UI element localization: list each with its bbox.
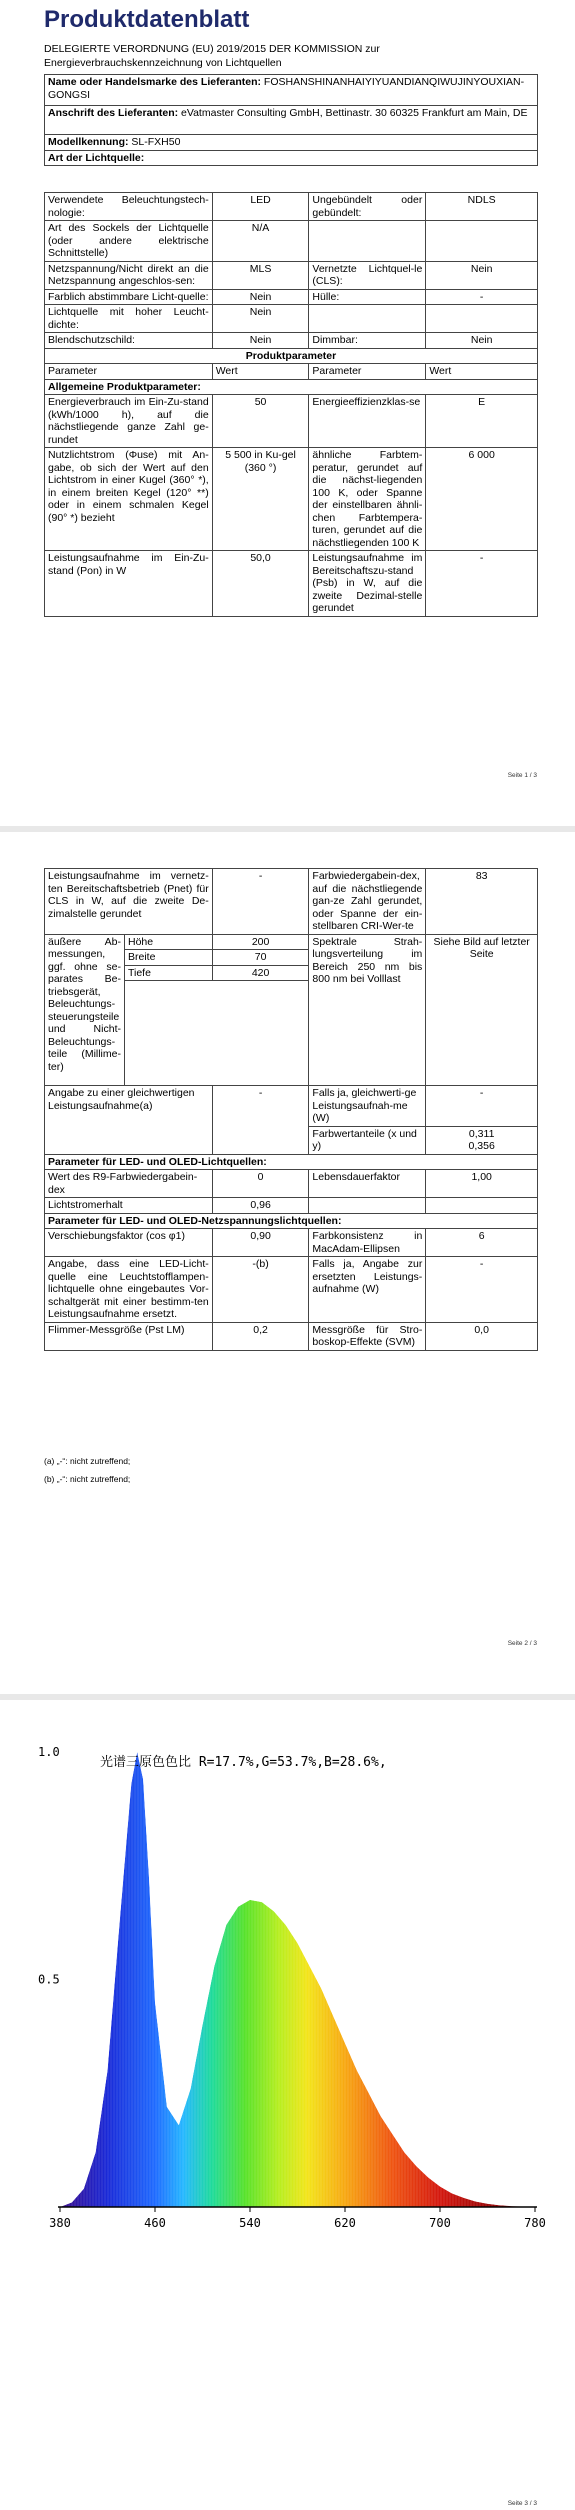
table-row — [45, 333, 538, 349]
cell: Art des Sockels der Lichtquelle (oder andere elektrische Schnittstelle) — [45, 221, 213, 262]
chart-title: 光谱三原色色比 R=17.7%,G=53.7%,B=28.6%, — [100, 1755, 387, 1770]
table-row — [45, 221, 538, 262]
cell: Höhe — [124, 934, 212, 950]
table-row — [45, 448, 538, 551]
cell: Energieeffizienzklas-se — [309, 395, 426, 448]
cell: 5 500 in Ku-gel (360 °) — [212, 448, 309, 551]
cell: - — [426, 1257, 538, 1323]
cell: Leistungsaufnahme im vernetz-ten Bereitschaftsbetrieb (Pnet) für CLS in W, auf die zweite De-zimalstelle gerundet — [45, 869, 213, 935]
supplier-address-label: Anschrift des Lieferanten: — [48, 107, 179, 119]
x-tick-label: 780 — [524, 2216, 546, 2230]
document-title: Produktdatenblatt — [44, 6, 250, 33]
cell — [309, 305, 426, 333]
table-row — [45, 869, 538, 935]
cell — [124, 981, 308, 1086]
cell: MLS — [212, 261, 309, 289]
table-row — [45, 1322, 538, 1350]
footnote-b: (b) „-“: nicht zutreffend; — [44, 1474, 131, 1484]
cell: Leistungsaufnahme im Bereitschaftszu-stand (Psb) in W, auf die zweite Dezimal-stelle gerundet — [309, 551, 426, 617]
cell: Energieverbrauch im Ein-Zu-stand (kWh/1000 h), auf die nächstliegende ganze Zahl ge-rundet — [45, 395, 213, 448]
cell: - — [212, 1086, 309, 1155]
cell: ähnliche Farbtem-peratur, gerundet auf die nächst-liegenden 100 K, oder Spanne der einstellbaren ähnli-chen Farbtempera-turen, gerundet auf die nächstliegenden 100 K — [309, 448, 426, 551]
cell: - — [426, 289, 538, 305]
params-table-continued — [44, 868, 538, 1351]
cell — [426, 1126, 538, 1154]
cell: Falls ja, gleichwerti-ge Leistungsaufnah-me (W) — [309, 1086, 426, 1127]
table-row — [45, 551, 538, 617]
cell: Farbwertanteile (x und y) — [309, 1126, 426, 1154]
x-tick-label: 380 — [49, 2216, 71, 2230]
table-row — [45, 289, 538, 305]
cell: Breite — [124, 950, 212, 966]
general-params-header: Allgemeine Produktparameter: — [45, 379, 538, 395]
x-tick-label: 460 — [144, 2216, 166, 2230]
page-number: Seite 3 / 3 — [507, 2500, 537, 2507]
cell: 50 — [212, 395, 309, 448]
y-tick-label: 0.5 — [38, 1972, 60, 1987]
table-header-row — [45, 364, 538, 380]
cell: 50,0 — [212, 551, 309, 617]
regulation-subtitle: DELEGIERTE VERORDNUNG (EU) 2019/2015 DER KOMMISSION zur Energieverbrauchskennzeichnung von Lichtquellen — [44, 43, 380, 69]
cell: N/A — [212, 221, 309, 262]
cell — [309, 1198, 426, 1214]
cell: 200 — [212, 934, 309, 950]
x-tick-label: 700 — [429, 2216, 451, 2230]
cell: -(b) — [212, 1257, 309, 1323]
table-row — [45, 305, 538, 333]
spectrum-chart — [0, 1700, 575, 2230]
column-header: Parameter — [45, 364, 213, 380]
table-row — [45, 1257, 538, 1323]
dimensions-label: äußere Ab-messungen, ggf. ohne se-parates Be-triebsgerät, Beleuchtungs-steuerungsteile und Nicht-Beleuchtungs-teile (Millime-ter) — [45, 934, 125, 1086]
cell: 0,96 — [212, 1198, 309, 1214]
cell: 6 000 — [426, 448, 538, 551]
cell: Messgröße für Stro-boskop-Effekte (SVM) — [309, 1322, 426, 1350]
table-row — [45, 261, 538, 289]
cell-value: 0,356 — [468, 1140, 495, 1152]
model-id: SL-FXH50 — [131, 136, 181, 148]
datasheet-page-1 — [0, 0, 575, 826]
cell: E — [426, 395, 538, 448]
cell — [426, 305, 538, 333]
cell: Vernetzte Lichtquel-le (CLS): — [309, 261, 426, 289]
supplier-name: FOSHANSHINANHAIYIYUANDIANQIWUJINYOUXIAN-GONGSI — [48, 76, 525, 101]
column-header: Parameter — [309, 364, 426, 380]
cell — [426, 1198, 538, 1214]
cell: Dimmbar: — [309, 333, 426, 349]
cell: Netzspannung/Nicht direkt an die Netzspannung angeschlos-sen: — [45, 261, 213, 289]
cell: Verwendete Beleuchtungstech-nologie: — [45, 193, 213, 221]
cell: NDLS — [426, 193, 538, 221]
cell: Lebensdauerfaktor — [309, 1170, 426, 1198]
cell: 0,0 — [426, 1322, 538, 1350]
column-header: Wert — [212, 364, 309, 380]
page-number: Seite 1 / 3 — [507, 772, 537, 779]
cell: Lichtquelle mit hoher Leucht-dichte: — [45, 305, 213, 333]
cell: - — [426, 1086, 538, 1127]
supplier-name-label: Name oder Handelsmarke des Lieferanten: — [48, 76, 261, 88]
cell: Nutzlichtstrom (Φuse) mit An-gabe, ob sich der Wert auf den Lichtstrom in einer Kugel (360° *), in einem breiten Kegel (120° **) oder in einem schmalen Kegel (90° *) bezieht — [45, 448, 213, 551]
cell: Siehe Bild auf letzter Seite — [426, 934, 538, 1086]
cell: 0 — [212, 1170, 309, 1198]
cell: Angabe, dass eine LED-Licht-quelle eine Leuchtstofflampen-lichtquelle ohne eingebautes Vor-schaltgerät mit einer bestimm-ten Leistungsaufnahme ersetzt. — [45, 1257, 213, 1323]
mains-params-header: Parameter für LED- und OLED-Netzspannungslichtquellen: — [45, 1213, 538, 1229]
cell: Farblich abstimmbare Licht-quelle: — [45, 289, 213, 305]
cell: Wert des R9-Farbwiedergabein-dex — [45, 1170, 213, 1198]
cell: 70 — [212, 950, 309, 966]
cell: Nein — [212, 305, 309, 333]
cell: Farbwiedergabein-dex, auf die nächstliegende gan-ze Zahl gerundet, oder Spanne der ein-stellbaren CRI-Wer-te — [309, 869, 426, 935]
table-row — [45, 1170, 538, 1198]
x-tick-label: 620 — [334, 2216, 356, 2230]
footnote-a: (a) „-“: nicht zutreffend; — [44, 1456, 131, 1466]
table-row — [45, 395, 538, 448]
cell: Verschiebungsfaktor (cos φ1) — [45, 1229, 213, 1257]
cell: - — [212, 869, 309, 935]
datasheet-page-2 — [0, 832, 575, 1694]
cell: Tiefe — [124, 965, 212, 981]
cell: 420 — [212, 965, 309, 981]
cell: 0,2 — [212, 1322, 309, 1350]
cell: 83 — [426, 869, 538, 935]
cell: Lichtstromerhalt — [45, 1198, 213, 1214]
page-number: Seite 2 / 3 — [507, 1640, 537, 1647]
cell: Nein — [426, 261, 538, 289]
table-row — [45, 1198, 538, 1214]
cell: - — [426, 551, 538, 617]
table-row — [45, 1229, 538, 1257]
cell: Angabe zu einer gleichwertigen Leistungsaufnahme(a) — [45, 1086, 213, 1155]
lightsource-header: Art der Lichtquelle: — [45, 150, 538, 166]
cell: Nein — [426, 333, 538, 349]
cell: 1,00 — [426, 1170, 538, 1198]
lightsource-table — [44, 192, 538, 617]
product-params-header: Produktparameter — [45, 348, 538, 364]
datasheet-page-3 — [0, 1700, 575, 2510]
cell: Falls ja, Angabe zur ersetzten Leistungs-aufnahme (W) — [309, 1257, 426, 1323]
y-tick-label: 1.0 — [38, 1745, 60, 1759]
cell: Blendschutzschild: — [45, 333, 213, 349]
cell: Flimmer-Messgröße (Pst LM) — [45, 1322, 213, 1350]
cell: LED — [212, 193, 309, 221]
x-tick-label: 540 — [239, 2216, 261, 2230]
led-params-header: Parameter für LED- und OLED-Lichtquellen: — [45, 1154, 538, 1170]
cell: Spektrale Strah-lungsverteilung im Bereich 250 nm bis 800 nm bei Volllast — [309, 934, 426, 1086]
supplier-table — [44, 74, 538, 166]
cell: Farbkonsistenz in MacAdam-Ellipsen — [309, 1229, 426, 1257]
cell — [309, 221, 426, 262]
column-header: Wert — [426, 364, 538, 380]
table-row — [45, 193, 538, 221]
cell: Ungebündelt oder gebündelt: — [309, 193, 426, 221]
model-label: Modellkennung: — [48, 136, 129, 148]
cell: Hülle: — [309, 289, 426, 305]
cell: 0,90 — [212, 1229, 309, 1257]
cell — [426, 221, 538, 262]
supplier-address: eVatmaster Consulting GmbH, Bettinastr. 30 60325 Frankfurt am Main, DE — [181, 107, 528, 119]
cell: 6 — [426, 1229, 538, 1257]
cell: Leistungsaufnahme im Ein-Zu-stand (Pon) in W — [45, 551, 213, 617]
table-row — [45, 934, 538, 950]
cell: Nein — [212, 289, 309, 305]
table-row — [45, 1086, 538, 1127]
cell: Nein — [212, 333, 309, 349]
cell-value: 0,311 — [468, 1127, 495, 1140]
